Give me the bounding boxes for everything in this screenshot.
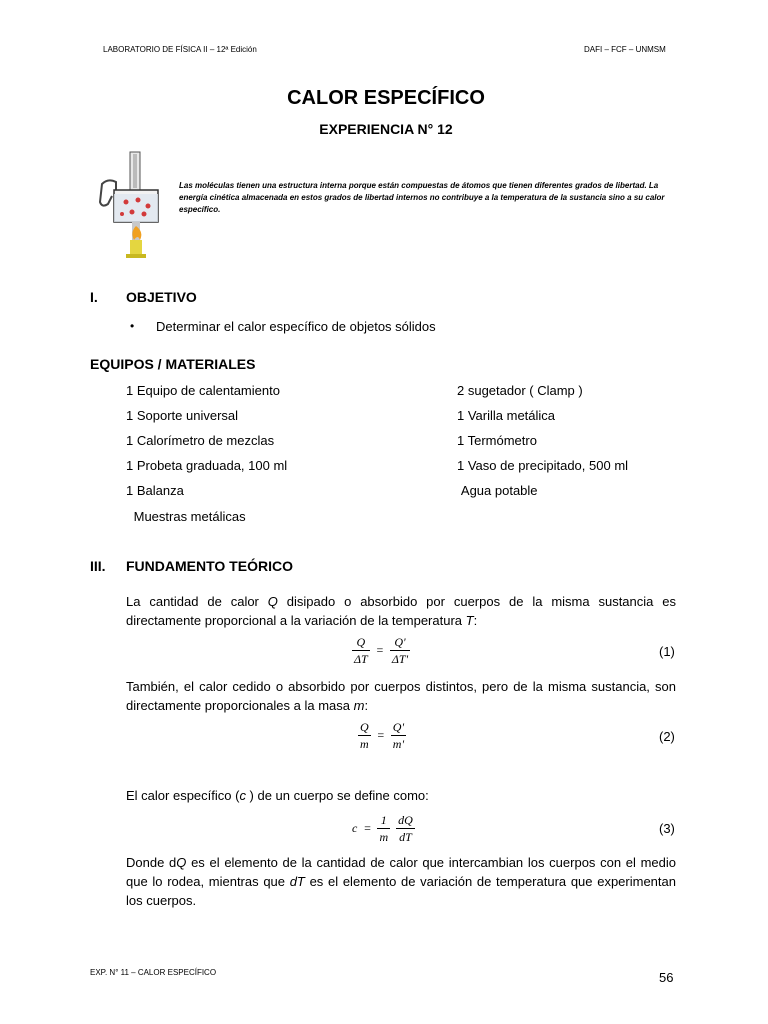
material-left-2: 1 Soporte universal xyxy=(126,408,239,423)
paragraph-1-text-c: : xyxy=(473,613,478,628)
paragraph-1-var-q: Q xyxy=(267,594,278,609)
eq3-first-num: 1 xyxy=(377,812,390,829)
running-header-left: LABORATORIO DE FÍSICA II – 12ª Edición xyxy=(103,45,257,54)
paragraph-2 xyxy=(126,677,676,715)
eq3-first-fraction xyxy=(377,812,390,845)
material-left-4: 1 Probeta graduada, 100 ml xyxy=(126,458,288,473)
equation-1 xyxy=(352,634,410,667)
eq2-left-fraction xyxy=(358,719,371,752)
paragraph-1-text-b: disipado o absorbido por cuerpos de la misma sustancia es directamente proporcional a la variación de la temperatura xyxy=(126,594,676,628)
material-right-1: 2 sugetador ( Clamp ) xyxy=(457,383,583,398)
footer-left: EXP. N° 11 – CALOR ESPECÍFICO xyxy=(90,968,217,977)
running-header-right: DAFI – FCF – UNMSM xyxy=(584,45,666,54)
eq3-second-fraction xyxy=(396,812,415,845)
eq1-right-fraction xyxy=(390,634,410,667)
objective-bullet: • xyxy=(130,319,135,333)
paragraph-4-text-c: es el elemento de variación de temperatura que experimentan los cuerpos. xyxy=(126,874,676,908)
material-left-1: 1 Equipo de calentamiento xyxy=(126,383,280,398)
section-3-title: FUNDAMENTO TEÓRICO xyxy=(126,558,293,574)
paragraph-4-var-dt: dT xyxy=(289,874,305,889)
page-subtitle: EXPERIENCIA N° 12 xyxy=(319,121,453,137)
equation-1-label: (1) xyxy=(659,644,675,659)
equation-2-label: (2) xyxy=(659,729,675,744)
material-right-4: 1 Vaso de precipitado, 500 ml xyxy=(457,458,629,473)
eq2-right-fraction xyxy=(391,719,406,752)
paragraph-1 xyxy=(126,592,676,630)
objective-text: Determinar el calor específico de objetos sólidos xyxy=(156,319,436,334)
paragraph-4-text-b: es el elemento de la cantidad de calor que intercambian los cuerpos con el medio que lo rodea, mientras que xyxy=(126,855,677,889)
calorimeter-illustration xyxy=(96,150,164,260)
eq3-second-num: dQ xyxy=(398,813,413,827)
section-1-number: I. xyxy=(90,289,98,305)
material-left-6: Muestras metálicas xyxy=(130,509,246,524)
eq3-first-den: m xyxy=(379,830,389,844)
equation-3 xyxy=(352,812,415,845)
material-right-2: 1 Varilla metálica xyxy=(457,408,556,423)
eq2-right-num: Q' xyxy=(392,720,405,734)
eq2-equals: = xyxy=(376,728,385,742)
paragraph-4-var-q: Q xyxy=(176,855,187,870)
paragraph-3-text-b: ) de un cuerpo se define como: xyxy=(245,788,429,803)
eq1-left-num: Q xyxy=(352,634,370,651)
eq2-right-den: m' xyxy=(392,737,405,751)
eq1-left-fraction xyxy=(352,634,370,667)
paragraph-2-var-m: m xyxy=(353,698,365,713)
section-3-number: III. xyxy=(90,558,106,574)
eq3-second-den: dT xyxy=(399,830,412,844)
paragraph-4-text-a: Donde d xyxy=(126,855,177,870)
page-number: 56 xyxy=(659,970,674,985)
paragraph-4 xyxy=(126,853,676,910)
eq1-right-num: Q' xyxy=(390,634,410,651)
equation-2 xyxy=(358,719,406,752)
eq1-right-den: ΔT' xyxy=(391,652,409,666)
intro-quote: Las moléculas tienen una estructura interna porque están compuestas de átomos que tienen diferentes grados de libertad. La energía cinética almacenada en estos grados de libertad internos no contribuye a la temperatura de la sustancia sino a su calor específico. xyxy=(179,181,665,214)
paragraph-2-text-b: : xyxy=(364,698,369,713)
paragraph-1-text-a: La cantidad de calor xyxy=(126,594,268,609)
eq2-left-den: m xyxy=(360,737,369,751)
paragraph-3-var-c: c xyxy=(239,788,246,803)
material-left-5: 1 Balanza xyxy=(126,483,184,498)
paragraph-3 xyxy=(126,786,676,805)
paragraph-1-var-t: T xyxy=(465,613,474,628)
material-right-5: Agua potable xyxy=(458,483,538,498)
section-2-title: EQUIPOS / MATERIALES xyxy=(90,356,256,372)
eq3-lhs: c xyxy=(352,821,358,835)
material-right-3: 1 Termómetro xyxy=(457,433,537,448)
eq3-equals: = xyxy=(363,821,372,835)
paragraph-3-text-a: El calor específico ( xyxy=(126,788,240,803)
section-1-title: OBJETIVO xyxy=(126,289,197,305)
page-title: CALOR ESPECÍFICO xyxy=(287,87,485,109)
paragraph-2-text-a: También, el calor cedido o absorbido por cuerpos distintos, pero de la misma sustancia, son directamente proporcionales a la masa xyxy=(126,679,676,713)
material-left-3: 1 Calorímetro de mezclas xyxy=(126,433,275,448)
eq2-left-num: Q xyxy=(360,720,369,734)
eq1-left-den: ΔT xyxy=(354,652,368,666)
eq1-equals: = xyxy=(375,643,384,657)
equation-3-label: (3) xyxy=(659,821,675,836)
